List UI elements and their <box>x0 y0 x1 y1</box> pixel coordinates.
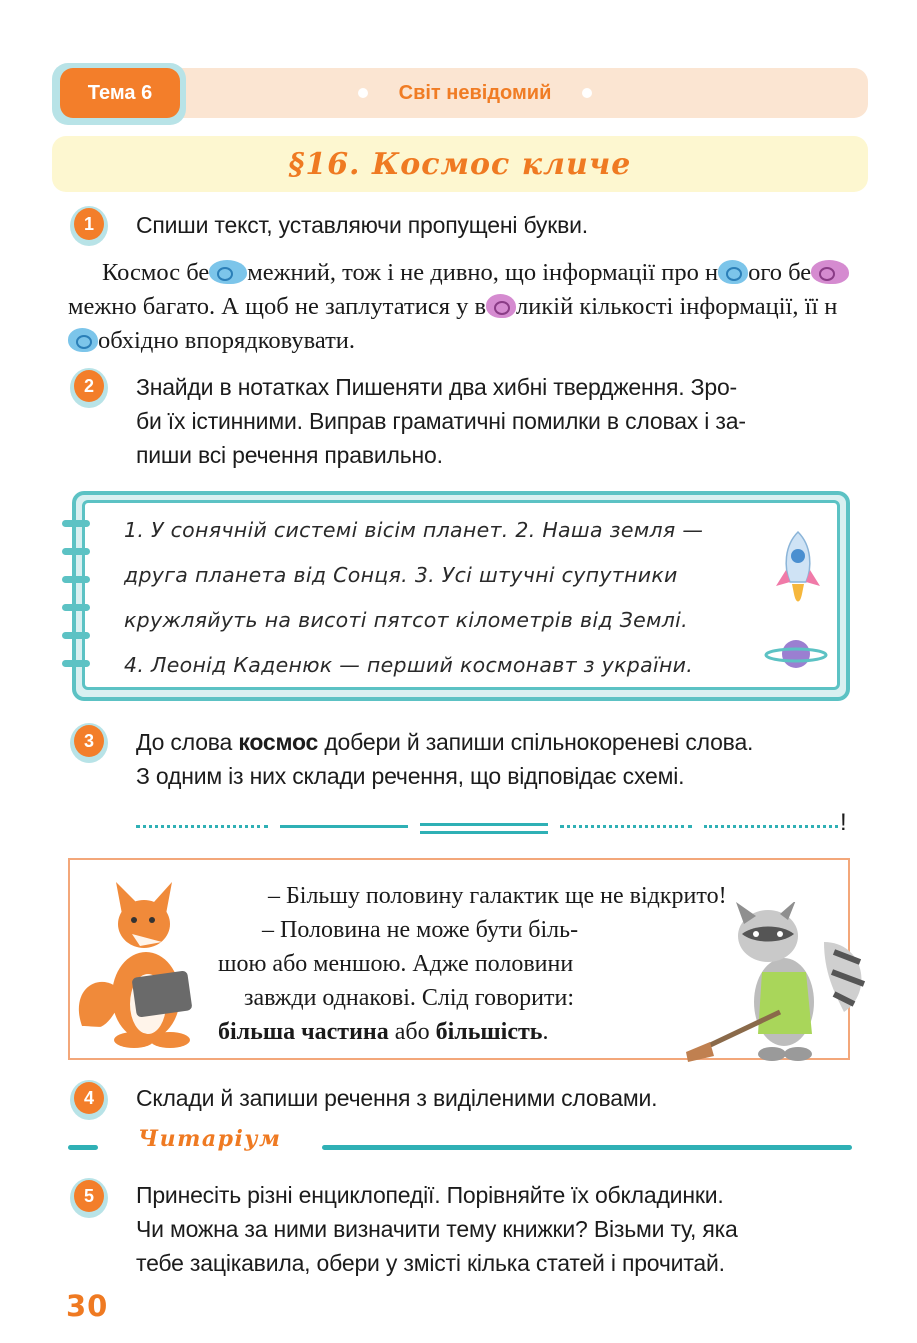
task5-instruction: Принесіть різні енциклопедії. Порівняйте їх обкладинки. Чи можна за ними визначити тему книжки? Візьми ту, яка тебе зацікавила, обери у змісті кілька статей і прочитай. <box>136 1182 738 1276</box>
spiral-ring <box>62 576 90 583</box>
planet-icon <box>764 634 828 674</box>
rocket-icon <box>772 528 824 608</box>
ink-blot-icon <box>486 294 516 318</box>
ink-blot-icon <box>68 328 98 352</box>
ink-blot-icon <box>209 260 247 284</box>
dot-icon <box>582 88 592 98</box>
task1-text: Космос бе межний, тож і не дивно, що інформації про н ого бемежно багато. А щоб не заплутатися у в ликій кількості інформації, її нобхідно впорядковувати. <box>68 256 858 358</box>
dialog-line: – Більшу половину галактик ще не відкрито! <box>268 883 727 909</box>
ink-blot-icon <box>718 260 748 284</box>
task-number-badge: 3 <box>70 723 108 763</box>
page-number: 30 <box>66 1289 109 1323</box>
spiral-ring <box>62 520 90 527</box>
sentence-schema: ! <box>136 815 856 845</box>
fox-illustration <box>74 876 224 1054</box>
task-number-badge: 1 <box>70 206 108 246</box>
task-number-badge: 5 <box>70 1178 108 1218</box>
spiral-ring <box>62 660 90 667</box>
spiral-ring <box>62 548 90 555</box>
notes-text: 1. У сонячній системі вісім планет. 2. Наша земля — друга планета від Сонця. 3. Усі штучні супутники кружляйуть на висоті пятсот кілометрів від Землі. 4. Леонід Каденюк — перший космонавт з україни. <box>124 518 704 677</box>
ink-blot-icon <box>811 260 849 284</box>
section-title: Читаріум <box>138 1126 282 1152</box>
topic-label: Тема 6 <box>60 68 180 118</box>
section-divider <box>322 1145 852 1150</box>
task2-instruction: Знайди в нотатках Пишеняти два хибні твердження. Зро- би їх істинними. Виправ граматичні помилки в словах і за- пиши всі речення правильно. <box>136 374 746 468</box>
task3-instruction: До слова космос добери й запиши спільнокореневі слова. З одним із них склади речення, що відповідає схемі. <box>136 729 754 789</box>
dialog-line: – Половина не може бути біль- <box>262 917 579 943</box>
task4-instruction: Склади й запиши речення з виділеними словами. <box>136 1085 658 1111</box>
dialog-line: шою або меншою. Адже половини <box>218 951 574 977</box>
task-number-badge: 2 <box>70 368 108 408</box>
dialog-line: завжди однакові. Слід говорити: <box>244 985 574 1011</box>
task-number-badge: 4 <box>70 1080 108 1120</box>
topic-name: Світ невідомий <box>398 81 552 104</box>
section-divider <box>68 1145 98 1150</box>
raccoon-illustration <box>684 902 874 1064</box>
task1-instruction: Спиши текст, уставляючи пропущені букви. <box>136 212 588 238</box>
spiral-ring <box>62 632 90 639</box>
spiral-ring <box>62 604 90 611</box>
lesson-title: §16. Космос кличе <box>288 146 632 182</box>
dialog-line: більша частина або більшість. <box>218 1019 549 1045</box>
